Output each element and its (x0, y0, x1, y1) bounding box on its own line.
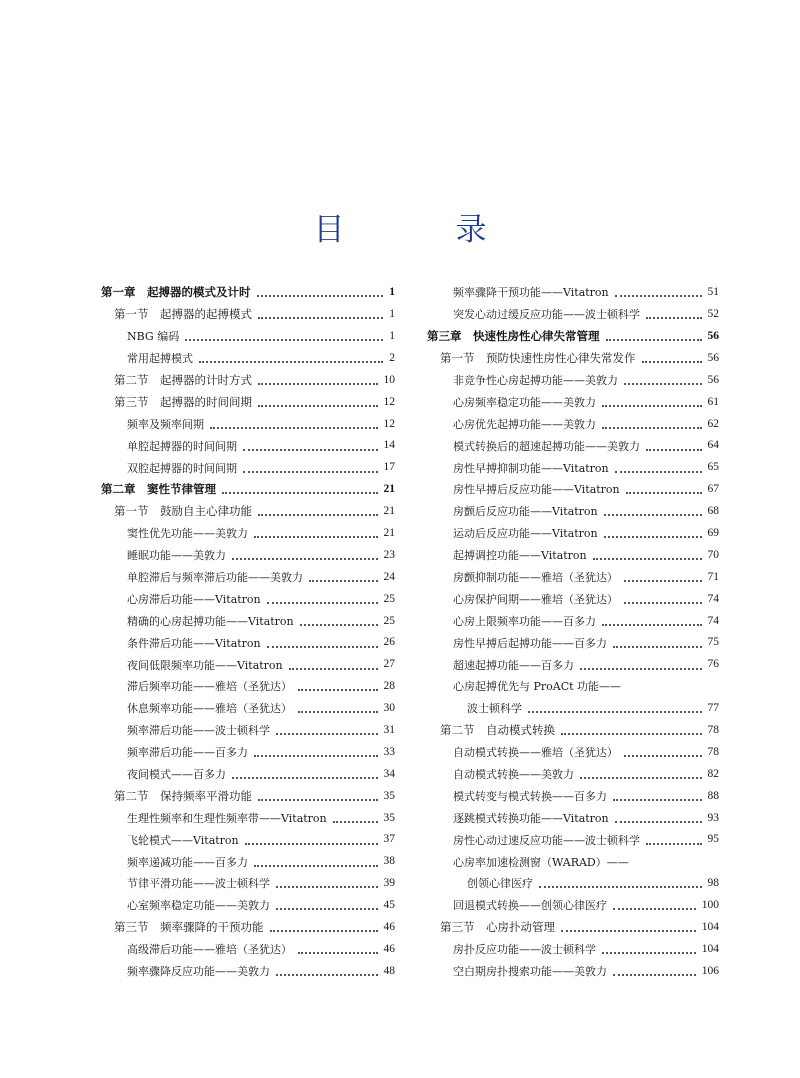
toc-item[interactable] (101, 413, 395, 435)
toc-page-number: 38 (383, 855, 395, 868)
dot-leader (232, 557, 378, 560)
dot-leader (593, 557, 702, 560)
toc-page-number: 21 (383, 505, 395, 518)
toc-page-number: 74 (707, 614, 719, 627)
dot-leader (624, 579, 702, 582)
dot-leader (613, 973, 696, 976)
dot-leader (276, 732, 378, 735)
toc-entry-title: 单腔起搏器的时间间期 (127, 439, 237, 453)
dot-leader (276, 907, 378, 910)
toc-entry-title: 第一章 起搏器的模式及计时 (101, 285, 251, 300)
dot-leader (254, 864, 378, 867)
toc-page-number: 35 (383, 811, 395, 824)
toc-entry-title: 夜间模式——百多力 (127, 768, 226, 782)
dot-leader (267, 601, 378, 604)
toc-entry-title: 房性早搏抑制功能——Vitatron (453, 461, 609, 475)
toc-item[interactable] (427, 588, 719, 610)
toc-page-number: 77 (707, 702, 719, 715)
toc-page-number: 26 (383, 636, 395, 649)
toc-page-number: 2 (389, 351, 395, 364)
toc-entry-title: 逐跳模式转换功能——Vitatron (453, 811, 609, 825)
toc-entry-title: 波士顿科学 (467, 702, 522, 716)
dot-leader (580, 776, 702, 779)
toc-entry-title: 房性早搏后反应功能——Vitatron (453, 483, 620, 497)
toc-page-number: 17 (383, 461, 395, 474)
toc-section[interactable] (101, 917, 395, 939)
dot-leader (624, 754, 702, 757)
toc-page-number: 78 (707, 745, 719, 758)
dot-leader (298, 710, 378, 713)
dot-leader (624, 601, 702, 604)
toc-entry-title: 心房起搏优先与 ProACt 功能—— (453, 680, 622, 694)
toc-page-number: 12 (383, 417, 395, 430)
toc-entry-title: 房性心动过速反应功能——波士顿科学 (453, 833, 640, 847)
dot-leader (276, 885, 378, 888)
toc-page-number: 93 (707, 811, 719, 824)
toc-entry-title: 第二节 自动模式转换 (440, 723, 555, 737)
toc-entry-title: 精确的心房起搏功能——Vitatron (127, 614, 294, 628)
toc-entry-title: 心房优先起搏功能——美敦力 (453, 417, 596, 431)
toc-item[interactable] (427, 632, 719, 654)
dot-leader (646, 448, 702, 451)
toc-item[interactable] (101, 588, 395, 610)
dot-leader (210, 426, 378, 429)
toc-entry-title: 高级滞后功能——雅培（圣犹达） (127, 943, 292, 957)
toc-section[interactable] (427, 348, 719, 370)
toc-page-number: 37 (383, 833, 395, 846)
toc-entry-title: 第三节 心房扑动管理 (440, 920, 555, 935)
dot-leader (276, 973, 378, 976)
toc-item[interactable] (427, 742, 719, 764)
toc-item[interactable] (427, 785, 719, 807)
toc-entry-title: NBG 编码 (127, 330, 180, 344)
toc-section[interactable] (101, 391, 395, 413)
toc-page-number: 51 (707, 286, 719, 299)
toc-entry-title: 模式转变与模式转换——百多力 (453, 789, 607, 803)
toc-page-number: 1 (389, 329, 395, 342)
toc-item[interactable] (427, 435, 719, 457)
dot-leader (232, 776, 378, 779)
toc-item[interactable] (427, 523, 719, 545)
dot-leader (257, 294, 384, 297)
toc-entry-title: 模式转换后的超速起搏功能——美敦力 (453, 439, 640, 453)
toc-entry-title: 第一节 鼓励自主心律功能 (114, 504, 252, 519)
toc-item[interactable] (101, 895, 395, 917)
toc-page-number: 88 (707, 789, 719, 802)
dot-leader (613, 798, 702, 801)
toc-page-number: 14 (383, 439, 395, 452)
toc-page-number: 61 (707, 395, 719, 408)
toc-entry-title: 空白期房扑搜索功能——美敦力 (453, 965, 607, 979)
toc-entry-title: 双腔起搏器的时间间期 (127, 461, 237, 475)
dot-leader (615, 294, 702, 297)
toc-entry-title: 自动模式转换——美敦力 (453, 768, 574, 782)
toc-section[interactable] (101, 501, 395, 523)
toc-entry-title: 飞轮模式——Vitatron (127, 833, 239, 847)
toc-page-number: 74 (707, 592, 719, 605)
toc-page-number: 39 (383, 877, 395, 890)
dot-leader (270, 929, 378, 932)
toc-entry-title: 频率及频率间期 (127, 417, 204, 431)
toc-page-number: 64 (707, 439, 719, 452)
toc-item[interactable] (101, 545, 395, 567)
toc-entry-title: 回退模式转换——创领心律医疗 (453, 899, 607, 913)
toc-page-number: 24 (383, 570, 395, 583)
toc-item[interactable] (427, 939, 719, 961)
dot-leader (199, 360, 383, 363)
toc-item[interactable] (101, 742, 395, 764)
toc-entry-title: 夜间低限频率功能——Vitatron (127, 658, 283, 672)
dot-leader (613, 907, 696, 910)
toc-item[interactable] (101, 851, 395, 873)
toc-page-number: 82 (707, 767, 719, 780)
toc-item[interactable] (101, 720, 395, 742)
toc-item[interactable] (101, 939, 395, 961)
toc-page-number: 1 (389, 286, 395, 299)
toc-item[interactable] (101, 326, 395, 348)
toc-section[interactable] (427, 917, 719, 939)
toc-page-number: 27 (383, 658, 395, 671)
toc-entry-title: 创领心律医疗 (467, 877, 533, 891)
toc-entry-title: 第三章 快速性房性心律失常管理 (427, 328, 600, 343)
dot-leader (646, 316, 702, 319)
dot-leader (309, 579, 378, 582)
dot-leader (626, 491, 702, 494)
toc-page-number: 70 (707, 548, 719, 561)
toc-page-number: 104 (701, 942, 719, 955)
dot-leader (298, 951, 378, 954)
toc-page-number: 106 (701, 964, 719, 977)
toc-page-number: 56 (707, 351, 719, 364)
toc-entry-title: 突发心动过缓反应功能——波士顿科学 (453, 308, 640, 322)
toc-item[interactable] (427, 961, 719, 983)
dot-leader (615, 820, 702, 823)
toc-entry-title: 第一节 起搏器的起搏模式 (114, 307, 252, 322)
dot-leader (258, 798, 378, 801)
toc-entry-title: 频率骤降反应功能——美敦力 (127, 965, 270, 979)
toc-item[interactable] (101, 807, 395, 829)
dot-leader (606, 338, 702, 341)
toc-item[interactable] (101, 873, 395, 895)
toc-page-number: 23 (383, 548, 395, 561)
toc-entry-title: 睡眠功能——美敦力 (127, 549, 226, 563)
dot-leader (624, 382, 702, 385)
toc-chapter[interactable] (427, 326, 719, 348)
toc-item[interactable] (427, 654, 719, 676)
toc-item[interactable] (427, 764, 719, 786)
toc-page-number: 100 (701, 899, 719, 912)
toc-page-number: 25 (383, 614, 395, 627)
toc-item[interactable] (427, 304, 719, 326)
dot-leader (185, 338, 383, 341)
toc-column-left (101, 282, 395, 983)
toc-entry-title: 频率骤降干预功能——Vitatron (453, 286, 609, 300)
toc-entry-title: 第三节 频率骤降的干预功能 (114, 920, 264, 935)
dot-leader (642, 360, 702, 363)
toc-entry-title: 频率滞后功能——波士顿科学 (127, 724, 270, 738)
toc-item[interactable] (101, 610, 395, 632)
toc-page-number: 35 (383, 789, 395, 802)
toc-entry-title: 心房率加速检测窗（WARAD）—— (453, 855, 629, 869)
toc-item[interactable] (427, 829, 719, 851)
toc-entry-title: 心房上限频率功能——百多力 (453, 614, 596, 628)
dot-leader (222, 491, 378, 494)
toc-item[interactable] (101, 676, 395, 698)
toc-section[interactable] (101, 304, 395, 326)
toc-item[interactable] (427, 457, 719, 479)
toc-entry-title: 休息频率功能——雅培（圣犹达） (127, 702, 292, 716)
toc-entry-title: 房颤抑制功能——雅培（圣犹达） (453, 571, 618, 585)
toc-page-number: 48 (383, 964, 395, 977)
toc-chapter[interactable] (101, 282, 395, 304)
dot-leader (254, 754, 378, 757)
dot-leader (267, 645, 378, 648)
toc-page-number: 62 (707, 417, 719, 430)
toc-item[interactable] (101, 698, 395, 720)
toc-page-number: 98 (707, 877, 719, 890)
dot-leader (615, 470, 702, 473)
toc-entry-title: 节律平滑功能——波士顿科学 (127, 877, 270, 891)
toc-entry-title: 第二节 保持频率平滑功能 (114, 788, 252, 803)
toc-item[interactable] (101, 764, 395, 786)
toc-entry-title: 频率滞后功能——百多力 (127, 746, 248, 760)
dot-leader (539, 885, 702, 888)
toc-entry-title: 第二节 起搏器的计时方式 (114, 372, 252, 387)
toc-entry-title: 窦性优先功能——美敦力 (127, 527, 248, 541)
toc-entry-title: 心房保护间期——雅培（圣犹达） (453, 592, 618, 606)
dot-leader (528, 710, 702, 713)
toc-entry-title: 运动后反应功能——Vitatron (453, 527, 598, 541)
toc-item[interactable] (101, 523, 395, 545)
toc-entry-title: 单腔滞后与频率滞后功能——美敦力 (127, 571, 303, 585)
toc-entry-title: 常用起搏模式 (127, 352, 193, 366)
dot-leader (602, 404, 702, 407)
toc-page-number: 28 (383, 680, 395, 693)
toc-page-number: 75 (707, 636, 719, 649)
toc-item[interactable] (101, 961, 395, 983)
toc-page-number: 46 (383, 921, 395, 934)
toc-column-right (427, 282, 719, 983)
toc-page-number: 25 (383, 592, 395, 605)
toc-cont[interactable] (427, 698, 719, 720)
toc-cont[interactable] (427, 873, 719, 895)
toc-item[interactable] (427, 282, 719, 304)
dot-leader (254, 535, 378, 538)
dot-leader (258, 382, 378, 385)
toc-page-number: 1 (389, 308, 395, 321)
toc-page-number: 104 (701, 921, 719, 934)
toc-page-number: 12 (383, 395, 395, 408)
toc-page-number: 34 (383, 767, 395, 780)
dot-leader (604, 535, 702, 538)
dot-leader (243, 448, 378, 451)
toc-page-number: 10 (383, 373, 395, 386)
dot-leader (258, 316, 383, 319)
toc-entry-title: 超速起搏功能——百多力 (453, 658, 574, 672)
toc-section[interactable] (101, 785, 395, 807)
dot-leader (646, 842, 702, 845)
dot-leader (561, 929, 696, 932)
dot-leader (258, 513, 378, 516)
toc-item[interactable] (427, 895, 719, 917)
toc-entry-title: 非竞争性心房起搏功能——美敦力 (453, 374, 618, 387)
toc-item[interactable] (427, 807, 719, 829)
dot-leader (602, 951, 696, 954)
toc-item[interactable] (427, 413, 719, 435)
toc-item[interactable] (427, 610, 719, 632)
toc-page-number: 21 (383, 483, 395, 496)
toc-entry-title: 心房频率稳定功能——美敦力 (453, 395, 596, 409)
dot-leader (613, 645, 702, 648)
toc-page-number: 45 (383, 899, 395, 912)
toc-item[interactable] (427, 479, 719, 501)
toc-item[interactable] (427, 567, 719, 589)
toc-item[interactable] (101, 435, 395, 457)
dot-leader (289, 667, 378, 670)
toc-page-number: 33 (383, 745, 395, 758)
toc-entry-title: 第一节 预防快速性房性心律失常发作 (440, 350, 636, 365)
dot-leader (602, 623, 702, 626)
toc-item[interactable] (101, 829, 395, 851)
toc-page-number: 52 (707, 308, 719, 321)
toc-entry-title: 房颤后反应功能——Vitatron (453, 505, 598, 519)
toc-entry-title: 房扑反应功能——波士顿科学 (453, 943, 596, 957)
dot-leader (243, 470, 378, 473)
toc-item[interactable] (427, 676, 719, 698)
dot-leader (604, 513, 702, 516)
dot-leader (300, 623, 378, 626)
toc-entry-title: 起搏调控功能——Vitatron (453, 549, 587, 563)
toc-entry-title: 自动模式转换——雅培（圣犹达） (453, 746, 618, 760)
toc-page-number: 65 (707, 461, 719, 474)
toc-entry-title: 第三节 起搏器的时间间期 (114, 394, 252, 409)
toc-entry-title: 滞后频率功能——雅培（圣犹达） (127, 680, 292, 694)
toc-item[interactable] (101, 348, 395, 370)
toc-entry-title: 生理性频率和生理性频率带——Vitatron (127, 811, 327, 825)
toc-item[interactable] (427, 501, 719, 523)
toc-entry-title: 心房滞后功能——Vitatron (127, 592, 261, 606)
toc-page-number: 67 (707, 483, 719, 496)
toc-page-number: 95 (707, 833, 719, 846)
dot-leader (333, 820, 378, 823)
toc-entry-title: 房性早搏后起搏功能——百多力 (453, 636, 607, 650)
toc-page-number: 46 (383, 942, 395, 955)
toc-page-number: 69 (707, 526, 719, 539)
toc-entry-title: 频率递减功能——百多力 (127, 855, 248, 869)
toc-entry-title: 心室频率稳定功能——美敦力 (127, 899, 270, 913)
toc-page-number: 30 (383, 702, 395, 715)
toc-page-number: 78 (707, 724, 719, 736)
dot-leader (298, 688, 378, 691)
dot-leader (602, 426, 702, 429)
dot-leader (245, 842, 378, 845)
toc-page-number: 56 (707, 373, 719, 386)
toc-item[interactable] (427, 545, 719, 567)
dot-leader (258, 404, 378, 407)
dot-leader (561, 732, 702, 735)
toc-chapter[interactable] (101, 479, 395, 501)
toc-item[interactable] (101, 632, 395, 654)
toc-entry-title: 条件滞后功能——Vitatron (127, 636, 261, 650)
toc-page-number: 21 (383, 526, 395, 539)
toc-entry-title: 第二章 窦性节律管理 (101, 482, 216, 497)
toc-page-number: 76 (707, 658, 719, 671)
toc-item[interactable] (427, 851, 719, 873)
toc-page-number: 68 (707, 505, 719, 518)
toc-item[interactable] (101, 567, 395, 589)
toc-item[interactable] (101, 457, 395, 479)
toc-section[interactable] (427, 720, 719, 742)
dot-leader (580, 667, 702, 670)
page-title: 目 录 (313, 211, 527, 248)
toc-section[interactable] (101, 370, 395, 392)
toc-page-number: 56 (707, 329, 719, 342)
toc-item[interactable] (101, 654, 395, 676)
toc-item[interactable] (427, 391, 719, 413)
toc-item[interactable] (427, 370, 719, 392)
toc-page-number: 31 (383, 724, 395, 736)
toc-page-number: 71 (707, 570, 719, 583)
